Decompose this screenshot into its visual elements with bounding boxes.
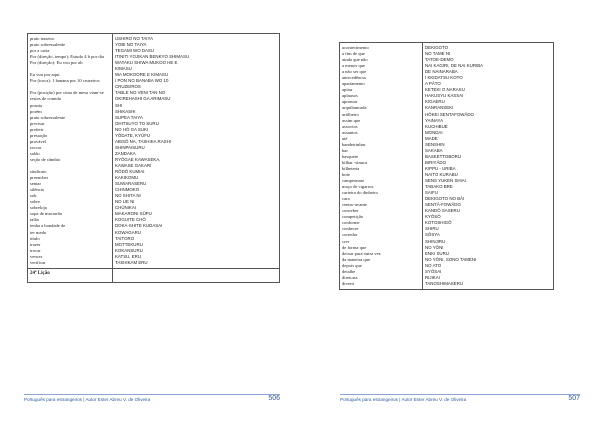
portuguese-column (28, 34, 113, 269)
vocab-line: sobre (30, 199, 40, 205)
vocab-line: até (342, 135, 348, 141)
vocab-line: KAKIKOMU (115, 175, 139, 181)
vocab-line: WATAKU SHIWA MUKOO HE E (115, 60, 178, 66)
vocab-line: bilheteria (342, 165, 360, 171)
vocab-line: deixar para outra vez (342, 250, 381, 256)
vocab-line: ainda que não (342, 57, 368, 63)
vocab-line: arquibancada (342, 105, 367, 111)
vocab-line: NO UE NI (115, 199, 135, 205)
vocab-line: bar (342, 147, 348, 153)
vocab-line: a menos que (342, 63, 365, 69)
vocab-line: Por (posição) por cima de mesa viam-se (30, 90, 104, 96)
vocab-line: TASHIKAM ERU (115, 259, 148, 265)
vocab-line: SENSHIN (425, 141, 445, 147)
vocab-line: diretoria (342, 274, 358, 280)
vocab-line: da maneira que (342, 256, 371, 262)
vocab-line: maço de cigarros (342, 184, 374, 190)
vocab-line: RIJIKAI (425, 274, 440, 280)
vocab-line: ITINITI YOJIKAN BENKYO SHIMASU (115, 54, 190, 60)
vocab-line: KOKANSURU (115, 247, 143, 253)
vocab-line: campeonato (342, 178, 365, 184)
vocab-line: prato sobressalente (30, 42, 66, 48)
vocab-line: ABISÔ NA, TASHIKA RASHI (115, 138, 171, 144)
vocab-line: BASKETTOBORU (425, 153, 462, 159)
vocab-line: restos de comida (30, 96, 61, 102)
vocab-line: I KKIDATSU KOTO (425, 75, 463, 81)
vocab-line: KOWAGARU (115, 229, 141, 235)
vocab-line: YÔDATE, KYÛFU (115, 132, 151, 138)
vocab-line: NAI KAGIRI, DE NAI KURIBA (425, 63, 484, 69)
table-row (28, 268, 280, 282)
vocab-line: assovios (342, 123, 358, 129)
vocab-line: vencer (30, 253, 43, 259)
vocab-line: artilheiro (342, 111, 359, 117)
vocab-line: TATOE-DEMO (425, 57, 454, 63)
vocab-line: bandeirinhas (342, 141, 366, 147)
vocab-line: precisar (30, 120, 45, 126)
vocab-line: KIPPU - URIBA (425, 165, 456, 171)
vocab-line: KAWASE GAKARI (115, 162, 152, 168)
vocab-line: BIRIYÂDO (425, 159, 446, 165)
vocab-line: DE NAINARABA (425, 69, 458, 75)
vocab-line: NO ATO (425, 262, 442, 268)
vocab-line: WA MOKOORE E KIMASU (115, 72, 169, 78)
vocab-line: TABAKO BRE (425, 184, 453, 190)
page-number: 506 (268, 395, 280, 402)
section-label: 24ª Lição (28, 268, 113, 282)
vocab-line: SENTÂ-FOWÂDO (425, 202, 461, 208)
vocab-line: SHI (115, 102, 123, 108)
vocab-line: KIGAERU (425, 99, 445, 105)
vocab-line: corredor (342, 232, 358, 238)
vocab-line: antecedência (342, 75, 366, 81)
vocab-line: SAIFU (425, 190, 438, 196)
vocab-line: apitar (342, 87, 353, 93)
vocab-line: Eu vou por aqui (30, 72, 60, 78)
japanese-column (113, 34, 280, 269)
vocab-line: NO YÔNI (425, 244, 444, 250)
vocab-line: KYÔSÔ (425, 214, 441, 220)
vocab-line: trocar (30, 247, 41, 253)
vocab-line: NO HÔ GA SUKI (115, 126, 149, 132)
vocab-line: MONDAI (425, 129, 443, 135)
vocab-line: prestação (30, 132, 48, 138)
page-footer (340, 397, 580, 405)
vocab-line: preferir (30, 126, 44, 132)
vocab-line: MAKARONI SÛPU (115, 211, 152, 217)
vocab-line: NO TAME NI (425, 51, 451, 57)
vocab-line: Por (direção, tempo): Estudo 4 h por dia (30, 54, 104, 60)
vocab-line: SHINPAISURU (115, 144, 145, 150)
vocab-line: depois que (342, 262, 362, 268)
vocab-line: KANDÔ SASERU (425, 208, 460, 214)
footer-credit: Português para estrangeiros | Autor Ester Abreu V. de Oliveira (340, 397, 467, 402)
vocab-line: conceber (342, 208, 359, 214)
vocab-line: provável (30, 138, 47, 144)
vocab-line: sentar (30, 181, 41, 187)
vocab-line: KETEKI O NARASU (425, 87, 465, 93)
vocab-line: TABLE NO VENI TAN NO (115, 90, 166, 96)
vocab-line: saldo (30, 150, 40, 156)
vocab-line: prato traseiro (30, 36, 55, 41)
vocab-line: sindicato (30, 169, 47, 175)
vocab-line: USHIRO NO TAIYA (115, 36, 154, 41)
vocab-line: prato sobressalente (30, 114, 66, 120)
vocab-line: bilhar -sinuca (342, 159, 368, 165)
vocab-line: KANRANSEKI (425, 105, 454, 111)
vocab-line: DEKIGOTO NO BÂI (425, 196, 465, 202)
vocabulary-table-left (27, 33, 280, 283)
vocab-line: verificar (30, 259, 46, 265)
japanese-column (423, 43, 554, 290)
vocab-line: SHIRU (425, 226, 439, 232)
vocab-line: KOGUITE CHÔ (115, 217, 146, 223)
vocab-line: porém (30, 108, 42, 114)
vocab-line: SYÔSAI (425, 268, 442, 274)
vocab-line: YOBI NO TAIYA (115, 42, 147, 48)
page-number: 507 (568, 395, 580, 402)
vocab-line: competição (342, 214, 364, 220)
vocab-line: talão (30, 217, 39, 223)
vocab-line: RYÔGAE KAWASEKA, (115, 156, 161, 162)
vocab-line: NO SHITA NI (115, 193, 141, 199)
vocab-line: ter medo (30, 229, 47, 235)
vocab-line: SAKABA (425, 147, 443, 153)
vocab-line: CHINMOKO (115, 187, 140, 193)
vocab-line: sobreloja (30, 205, 47, 211)
vocab-line: assim que (342, 117, 361, 123)
vocab-line: KIMASU (115, 66, 132, 72)
vocab-line: conforme (342, 220, 360, 226)
vocab-line: NO YÔNI, SONO TAMENI (425, 256, 477, 262)
vocab-line: detalhe (342, 268, 356, 274)
vocab-line: SHINJIRU (425, 238, 446, 244)
vocab-line: KOTOSHIGÔ (425, 220, 452, 226)
vocab-line: Por (direção): Eu vou por ali (30, 60, 83, 66)
vocab-line: caro (342, 196, 350, 202)
vocab-line: MOTTEKURU (115, 241, 143, 247)
table-row (28, 34, 280, 269)
vocab-line: raccar (30, 144, 42, 150)
vocab-line: crer (342, 238, 350, 244)
vocab-line: título (30, 235, 40, 241)
vocab-line: TEGAMI WO DASU (115, 48, 155, 54)
vocab-line: acontecimento (342, 45, 369, 50)
vocab-line: SÔSYA (425, 232, 440, 238)
vocab-line: preencher (30, 175, 49, 181)
empty-cell (113, 268, 280, 282)
vocab-line: OKIREHASHI GA ARIMASU (115, 96, 171, 102)
vocab-line: carteira do dinheiro (342, 190, 378, 196)
vocab-line: CRUZEIROS (115, 84, 141, 90)
footer-credit: Português para estrangeiros | Autor Ester Abreu V. de Oliveira (24, 397, 151, 402)
vocab-line: HAKUSYU KASSAI (425, 93, 464, 99)
vocab-line: TANOSHIMASERU (425, 280, 463, 286)
vocab-line: silêncio (30, 187, 45, 193)
vocab-line: posnia (30, 102, 42, 108)
vocab-line: sob (30, 193, 37, 199)
vocab-line: seção de câmbio (30, 156, 61, 162)
page-footer (24, 397, 280, 405)
vocab-line: KUCHIBUE (425, 123, 448, 129)
vocab-line: basquete (342, 153, 359, 159)
vocabulary-table-right (339, 42, 554, 290)
vocab-line: HÔKEI SENTAFOWÂDO (425, 111, 474, 117)
vocab-line: tenha a bondade de (30, 223, 66, 229)
vocab-line: OHITSUYO TO SURU (115, 120, 159, 126)
vocab-line: YAINAYA (425, 117, 444, 123)
vocab-line: conhecer (342, 226, 359, 232)
vocab-line: a não ser que (342, 69, 367, 75)
vocab-line: aplausos (342, 93, 358, 99)
vocab-line: diverti (342, 280, 354, 286)
footer-rule (340, 394, 580, 395)
vocab-line: DOKA-SHITE KUDASAI (115, 223, 163, 229)
vocab-line: SHIKASHI (115, 108, 136, 114)
vocab-line: SUPEA TAIYA (115, 114, 143, 120)
vocab-line: DEKIGOTO (425, 45, 449, 50)
vocab-line: assuntos (342, 129, 358, 135)
vocab-line: RÔDÔ KUMIAI (115, 169, 145, 175)
vocab-line: NAITO KURABU (425, 171, 458, 177)
vocab-line: TAITORO (115, 235, 135, 241)
vocab-line: centro-avante (342, 202, 367, 208)
vocab-line: ENKI SURU (425, 250, 449, 256)
right-page (300, 0, 600, 424)
vocab-line: por a carta (30, 48, 50, 54)
vocab-line: aprontar (342, 99, 358, 105)
table-row (340, 43, 554, 290)
footer-rule (24, 394, 280, 395)
vocab-line: A PÂTO (425, 81, 441, 87)
vocab-line: sopa de macarrão (30, 211, 63, 217)
vocab-line: MADE (425, 135, 438, 141)
vocab-line: SENS YUKEN SHIAI (425, 178, 466, 184)
vocab-line: I PON NO BANABA WO 10 (115, 78, 169, 84)
vocab-line: SUWARASERU (115, 181, 147, 187)
vocab-line: KATSU, ERU (115, 253, 142, 259)
vocab-line: CHÛNIKAI (115, 205, 136, 211)
vocab-line: apartamento (342, 81, 365, 87)
vocab-line: Por (troca): 1 banana por 10 cruzeiros (30, 78, 100, 84)
vocab-line: ZANDAKA (115, 150, 136, 156)
vocab-line: de forma que (342, 244, 367, 250)
vocab-line: a fim de que (342, 51, 365, 57)
portuguese-column (340, 43, 423, 290)
vocab-line: trazer (30, 241, 41, 247)
vocab-line: bote (342, 171, 350, 177)
